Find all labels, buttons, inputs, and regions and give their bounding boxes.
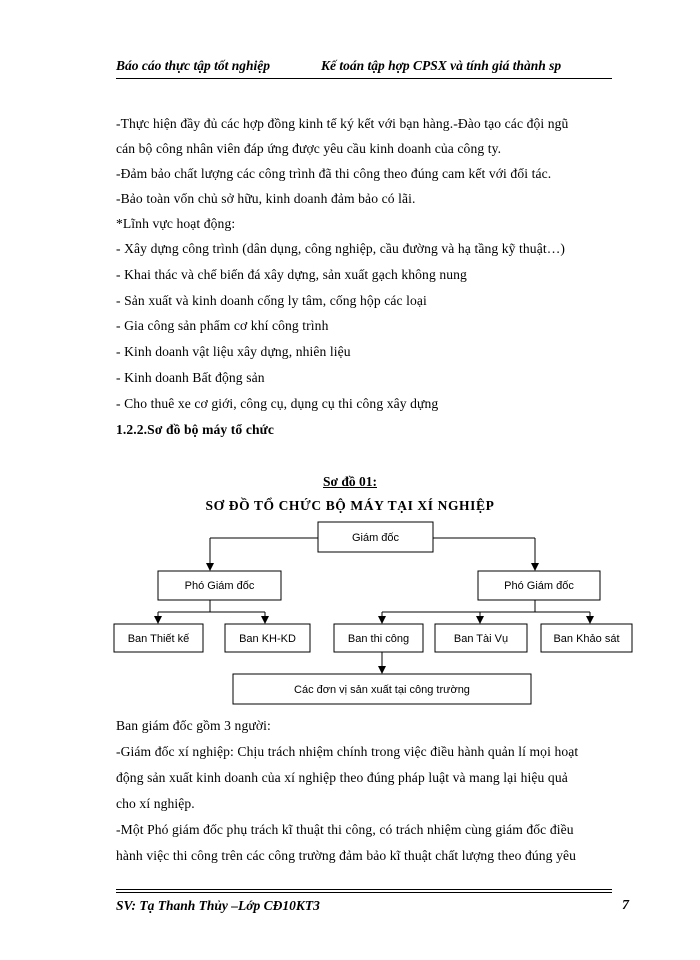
box-production-units-label: Các đơn vị sản xuất tại công trường: [294, 684, 470, 696]
box-deputy-right-label: Phó Giám đốc: [504, 580, 574, 592]
diagram-title: SƠ ĐỒ TỔ CHỨC BỘ MÁY TẠI XÍ NGHIỆP: [205, 498, 495, 513]
header-left: Báo cáo thực tập tốt nghiệp: [116, 58, 270, 73]
box-deputy-right: [478, 571, 600, 600]
box-director-label: Giám đốc: [351, 532, 400, 544]
header-right: Kế toán tập hợp CPSX và tính giá thành sp: [321, 58, 562, 73]
body-line: -Bảo toàn vốn chủ sở hữu, kinh doanh đảm bảo có lãi.: [116, 191, 416, 206]
body-line: - Sản xuất và kinh doanh cống ly tâm, cống hộp các loại: [116, 293, 427, 308]
section-heading: 1.2.2.Sơ đồ bộ máy tổ chức: [116, 422, 275, 437]
box-dept-survey: [541, 624, 632, 652]
body-line: Ban giám đốc gồm 3 người:: [116, 718, 271, 733]
body-line: - Cho thuê xe cơ giới, công cụ, dụng cụ thi công xây dựng: [116, 396, 439, 411]
diagram-label-text: Sơ đồ 01:: [323, 474, 377, 489]
body-line: -Một Phó giám đốc phụ trách kĩ thuật thi công, có trách nhiệm cùng giám đốc điều: [116, 822, 574, 837]
body-line: - Gia công sản phẩm cơ khí công trình: [116, 318, 329, 333]
body-line: cho xí nghiệp.: [116, 796, 195, 811]
box-dept-label: Ban Khảo sát: [553, 633, 620, 645]
body-line: *Lĩnh vực hoạt động:: [116, 216, 236, 231]
footer-student: SV: Tạ Thanh Thủy –Lớp CĐ10KT3: [116, 898, 320, 913]
box-dept-design: [114, 624, 203, 652]
box-deputy-left-label: Phó Giám đốc: [184, 580, 255, 592]
box-dept-label: Ban KH-KD: [239, 633, 296, 645]
box-dept-construction: [334, 624, 423, 652]
footer-rule-bottom: [116, 892, 612, 893]
box-deputy-left: [158, 571, 281, 600]
body-line: - Kinh doanh vật liệu xây dựng, nhiên liệu: [116, 344, 351, 359]
body-line: -Đảm bảo chất lượng các công trình đã thi công theo đúng cam kết với đối tác.: [116, 166, 552, 181]
box-director: [318, 522, 433, 552]
body-line: cán bộ công nhân viên đáp ứng được yêu cầu kinh doanh của công ty.: [116, 141, 502, 156]
box-dept-label: Ban thi công: [347, 633, 410, 645]
body-line: động sản xuất kinh doanh của xí nghiệp theo đúng pháp luật và mang lại hiệu quả: [116, 770, 568, 785]
box-dept-finance: [435, 624, 527, 652]
box-production-units: [233, 674, 531, 704]
box-dept-planning: [225, 624, 310, 652]
body-line: -Thực hiện đầy đủ các hợp đồng kinh tế ký kết với bạn hàng.-Đào tạo các đội ngũ: [116, 116, 569, 131]
body-line: - Khai thác và chế biến đá xây dựng, sản xuất gạch không nung: [116, 267, 467, 282]
box-dept-label: Ban Tài Vụ: [453, 633, 509, 645]
body-line: - Xây dựng công trình (dân dụng, công nghiệp, cầu đường và hạ tầng kỹ thuật…): [116, 241, 566, 256]
page-number: 7: [622, 898, 629, 913]
footer-rule-top: [116, 889, 612, 890]
box-dept-label: Ban Thiết kế: [127, 633, 190, 645]
body-line: - Kinh doanh Bất động sản: [116, 370, 265, 385]
body-line: -Giám đốc xí nghiệp: Chịu trách nhiệm chính trong việc điều hành quản lí mọi hoạt: [116, 744, 579, 759]
body-line: hành việc thi công trên các công trường đảm bảo kĩ thuật chất lượng theo đúng yêu: [116, 848, 576, 863]
